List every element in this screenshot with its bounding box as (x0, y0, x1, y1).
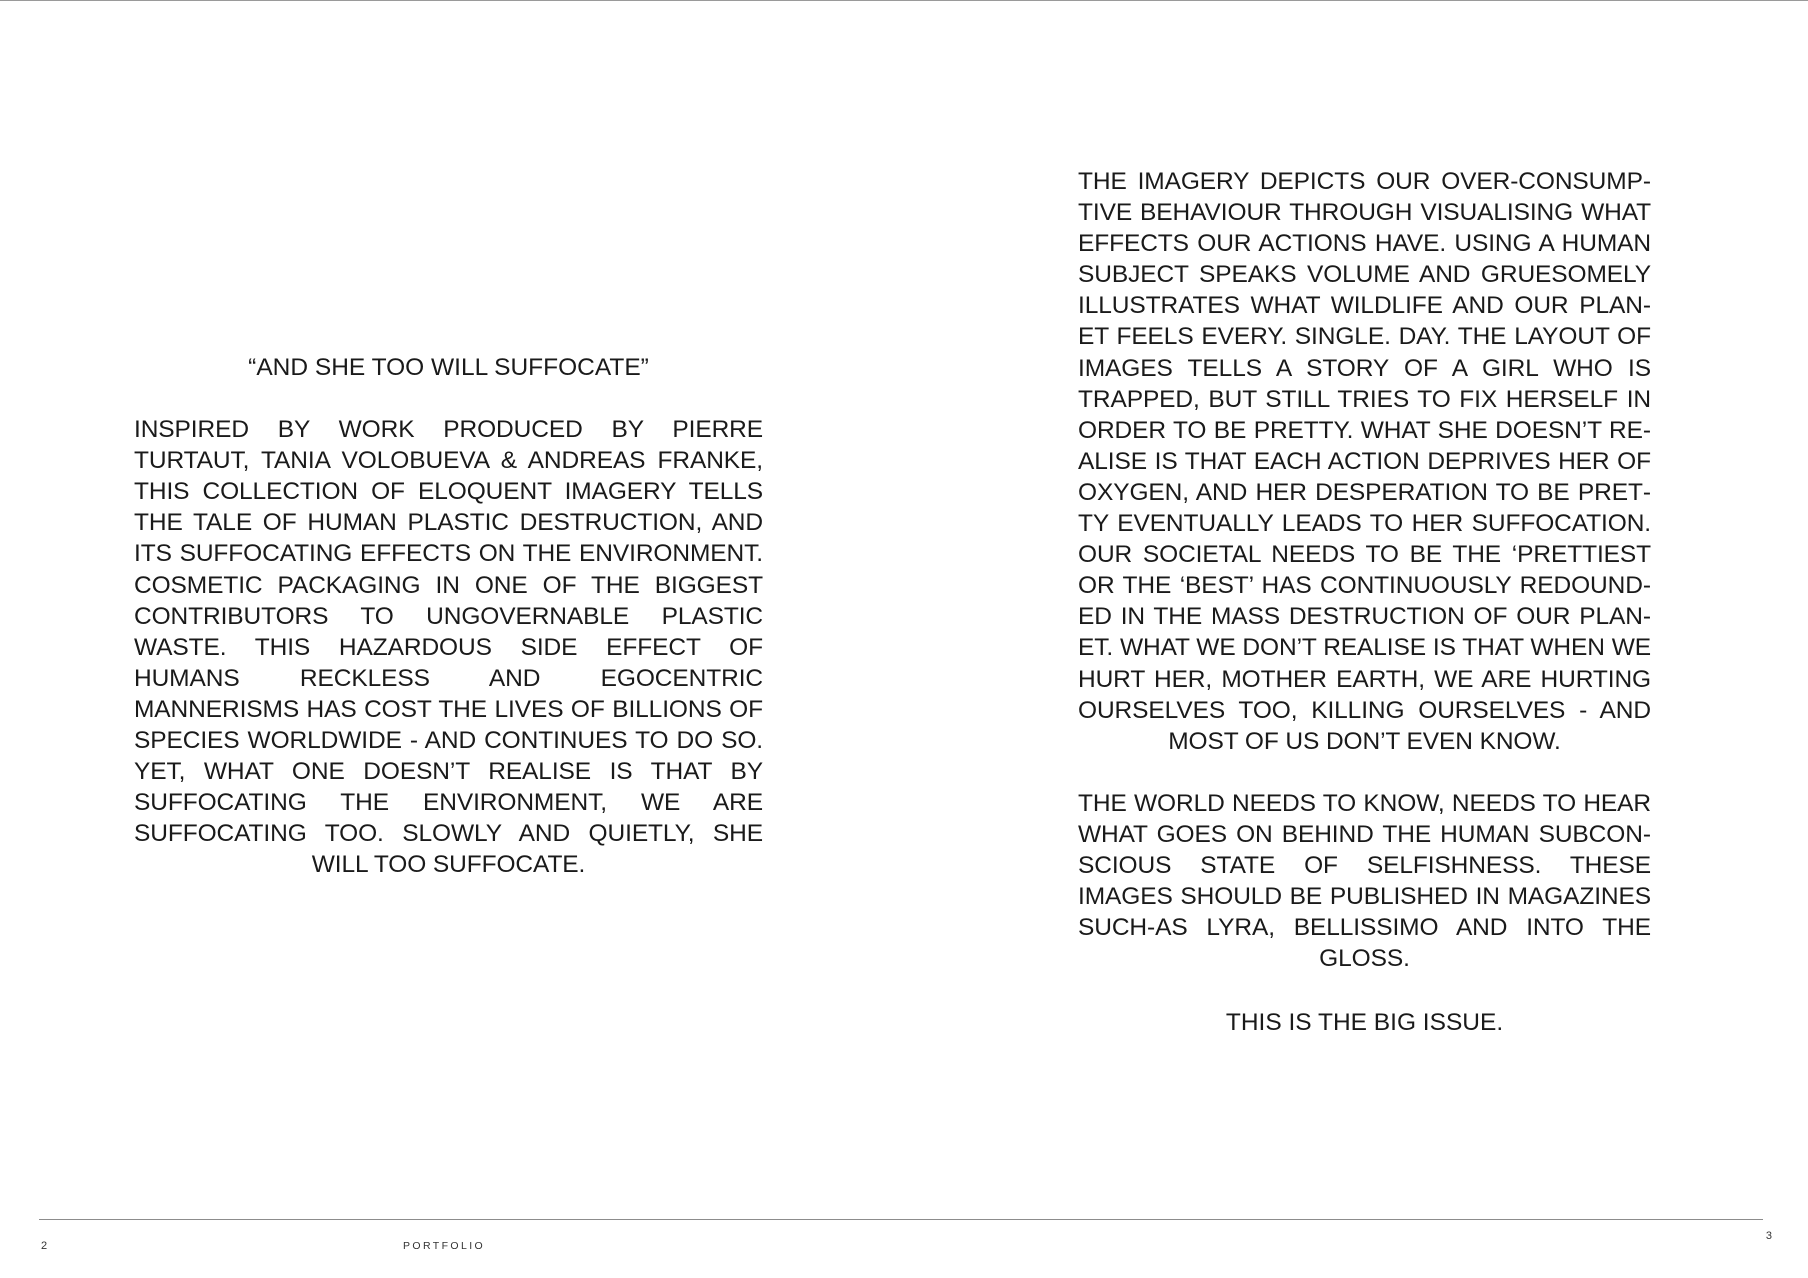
right-page (904, 0, 1808, 1278)
publication-paragraph: THE WORLD NEEDS TO KNOW, NEEDS TO HEAR WHAT GOES ON BEHIND THE HUMAN SUBCONSCIOUS STATE OF SELFISHNESS. THESE IMAGES SHOULD BE PUBLISHED IN MAGAZINES SUCH-AS LYRA, BELLISSIMO AND INTO THE GLOSS. (1078, 789, 1651, 973)
intro-paragraph: INSPIRED BY WORK PRODUCED BY PIERRE TURTAUT, TANIA VOLOBUEVA & ANDREAS FRANKE, THIS COLLECTION OF ELOQUENT IMAGERY TELLS THE TALE OF HUMAN PLASTIC DESTRUCTION, AND ITS SUFFOCATING EFFECTS ON THE ENVIRONMENT. COSMETIC PACKAGING IN ONE OF THE BIGGEST CONTRIBUTORS TO UNGOVERNABLE PLASTIC WASTE. THIS HAZARDOUS SIDE EFFECT OF HUMANS RECKLESS AND EGOCENTRIC MANNERISMS HAS COST THE LIVES OF BILLIONS OF SPECIES WORLDWIDE - AND CONTINUES TO DO SO. YET, WHAT ONE DOESN’T REALISE IS THAT BY SUFFOCATING THE ENVIRONMENT, WE ARE SUFFOCATING TOO. SLOWLY AND QUIETLY, SHE WILL TOO SUFFOCATE. (134, 416, 763, 879)
page-title: “AND SHE TOO WILL SUFFOCATE” (248, 354, 649, 381)
section-label: PORTFOLIO (403, 1240, 486, 1252)
left-text-column (134, 352, 763, 881)
closing-statement: THIS IS THE BIG ISSUE. (1225, 1009, 1504, 1037)
description-paragraph: THE IMAGERY DEPICTS OUR OVER-CONSUMPTIVE BEHAVIOUR THROUGH VISUALISING WHAT EFFECTS OUR ACTIONS HAVE. USING A HUMAN SUBJECT SPEAKS VOLUME AND GRUESOMELY ILLUSTRATES WHAT WILDLIFE AND OUR PLANET FEELS EVERY. SINGLE. DAY. THE LAYOUT OF IMAGES TELLS A STORY OF A GIRL WHO IS TRAPPED, BUT STILL TRIES TO FIX HERSELF IN ORDER TO BE PRETTY. WHAT SHE DOESN’T REALISE IS THAT EACH ACTION DEPRIVES HER OF OXYGEN, AND HER DESPERATION TO BE PRETTY EVENTUALLY LEADS TO HER SUFFOCATION. OUR SOCIETAL NEEDS TO BE THE ‘PRETTIEST OR THE ‘BEST’ HAS CONTINUOUSLY REDOUNDED IN THE MASS DESTRUCTION OF OUR PLANET. WHAT WE DON’T REALISE IS THAT WHEN WE HURT HER, MOTHER EARTH, WE ARE HURTING OURSELVES TOO, KILLING OURSELVES - AND MOST OF US DON’T EVEN KNOW. (1078, 168, 1651, 755)
left-page-number: 2 (41, 1240, 49, 1252)
right-page-number: 3 (1765, 1230, 1773, 1242)
footer-rule (39, 1219, 1763, 1220)
right-text-column (1078, 166, 1651, 1038)
